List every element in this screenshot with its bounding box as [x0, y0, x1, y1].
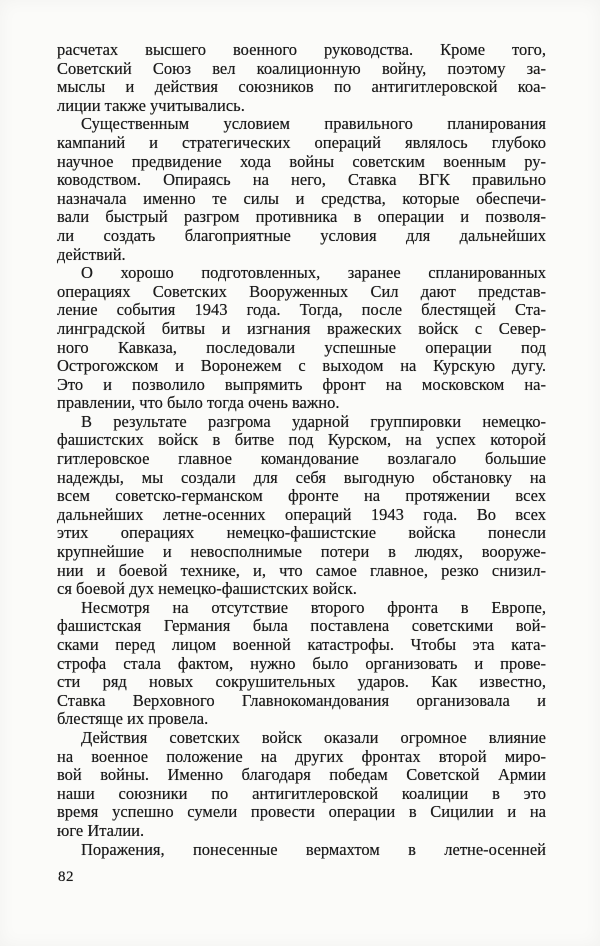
text-line: гитлеровское главное командование возлагало большие: [57, 449, 546, 469]
text-line: научное предвидение хода войны советским военным ру-: [57, 151, 546, 171]
text-line: ководством. Опираясь на него, Ставка ВГК правильно: [57, 170, 546, 190]
text-line: вой войны. Именно благодаря победам Советской Армии: [57, 765, 546, 785]
text-line: блестяще их провела.: [57, 709, 209, 729]
page-text-block: [57, 41, 546, 859]
text-line: правлении, что было тогда очень важно.: [57, 393, 340, 413]
text-line: ление события 1943 года. Тогда, после блестящей Ста-: [57, 300, 546, 320]
text-line: Несмотря на отсутствие второго фронта в Европе,: [81, 597, 546, 617]
text-line: В результате разгрома ударной группировки немецко-: [81, 411, 546, 431]
text-line: строфа стала фактом, нужно было организовать и прове-: [57, 653, 546, 673]
text-line: всем советско-германском фронте на протяжении всех: [57, 486, 546, 506]
text-line: фашистских войск в битве под Курском, на успех которой: [57, 430, 546, 450]
text-line: вали быстрый разгром противника в операции и позволя-: [57, 207, 546, 227]
text-line: ся боевой дух немецко-фашистских войск.: [57, 579, 357, 599]
text-line: ли создать благоприятные условия для дальнейших: [57, 225, 546, 245]
page-number: 82: [58, 869, 74, 885]
text-line: действий.: [57, 244, 126, 264]
text-line: расчетах высшего военного руководства. Кроме того,: [57, 40, 546, 59]
text-line: линградской битвы и изгнания вражеских войск с Север-: [57, 318, 546, 338]
text-line: Советский Союз вел коалиционную войну, поэтому за-: [57, 58, 546, 78]
text-line: дальнейших летне-осенних операций 1943 года. Во всех: [57, 504, 546, 524]
text-line: сками перед лицом военной катастрофы. Чтобы эта ката-: [57, 635, 546, 654]
text-line: кампаний и стратегических операций являлось глубоко: [57, 132, 546, 152]
text-line: О хорошо подготовленных, заранее спланированных: [81, 263, 546, 283]
text-line: этих операциях немецко-фашистские войска понесли: [57, 523, 546, 543]
text-line: Ставка Верховного Главнокомандования организовала и: [57, 690, 546, 710]
text-line: Существенным условием правильного планирования: [81, 114, 546, 134]
text-line: лиции также учитывались.: [57, 95, 245, 115]
text-line: Это и позволило выпрямить фронт на московском на-: [57, 374, 546, 394]
text-line: время успешно сумели провести операции в Сицилии и на: [57, 802, 546, 822]
text-line: сти ряд новых сокрушительных ударов. Как известно,: [57, 672, 546, 692]
text-line: ного Кавказа, последовали успешные операции под: [57, 337, 546, 357]
text-line: Острогожском и Воронежем с выходом на Курскую дугу.: [57, 356, 546, 376]
text-line: мыслы и действия союзников по антигитлеровской коа-: [57, 77, 546, 97]
text-line: Поражения, понесенные вермахтом в летне-осенней: [81, 839, 546, 859]
text-line: назначала именно те силы и средства, которые обеспечи-: [57, 188, 546, 208]
text-line: наши союзники по антигитлеровской коалиции в это: [57, 783, 546, 803]
text-line: фашистская Германия была поставлена советскими вой-: [57, 616, 546, 636]
text-line: нии и боевой технике, и, что самое главное, резко снизил-: [57, 560, 546, 580]
text-line: операциях Советских Вооруженных Сил дают представ-: [57, 281, 546, 301]
text-line: на военное положение на других фронтах второй миро-: [57, 746, 546, 766]
text-line: крупнейшие и невосполнимые потери в людях, вооруже-: [57, 542, 546, 562]
text-line: надежды, мы создали для себя выгодную обстановку на: [57, 467, 546, 487]
text-line: юге Италии.: [57, 820, 145, 840]
text-line: Действия советских войск оказали огромное влияние: [81, 727, 546, 747]
